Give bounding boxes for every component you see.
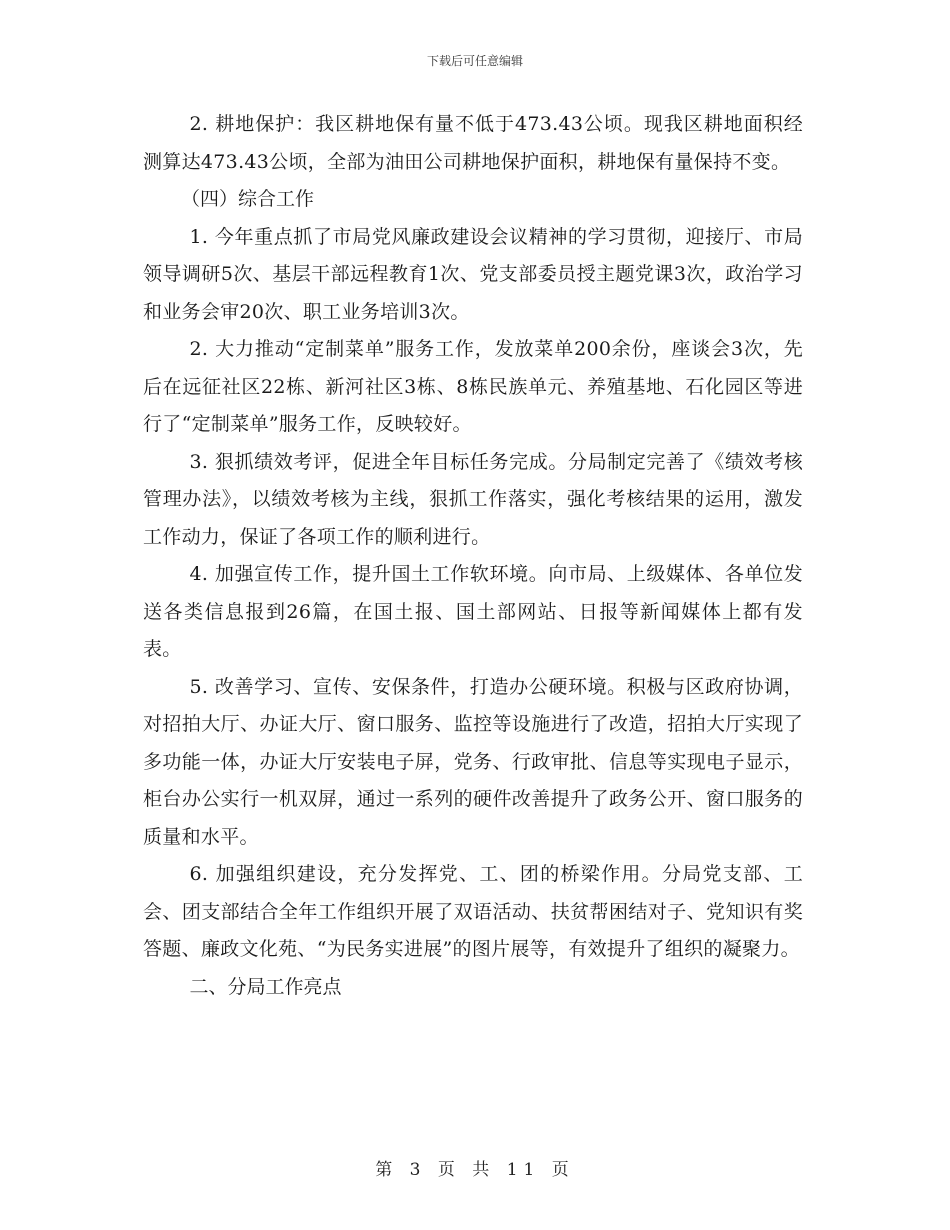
section-heading-highlights: 二、分局工作亮点 xyxy=(189,975,342,998)
page-number: 第 3 页 共 11 页 xyxy=(375,1160,575,1180)
paragraph-item-2: 2. 大力推动“定制菜单”服务工作，发放菜单200余份，座谈会3次，先后在远征社区22栋、新河社区3栋、8栋民族单元、养殖基地、石化园区等进行了“定制菜单”服务工作，反映较好。 xyxy=(143,338,803,435)
paragraph-item-6: 6. 加强组织建设，充分发挥党、工、团的桥梁作用。分局党支部、工会、团支部结合全年工作组织开展了双语活动、扶贫帮困结对子、党知识有奖答题、廉政文化苑、“为民务实进展”的图片展等，有效提升了组织的凝聚力。 xyxy=(143,863,803,960)
document-body xyxy=(143,106,803,1006)
paragraph-farmland-protection: 2. 耕地保护：我区耕地保有量不低于473.43公顷。现我区耕地面积经测算达473.43公顷，全部为油田公司耕地保护面积，耕地保有量保持不变。 xyxy=(143,113,803,173)
page-header: 下载后可任意编辑 xyxy=(426,54,523,68)
paragraph-item-3: 3. 狠抓绩效考评，促进全年目标任务完成。分局制定完善了《绩效考核管理办法》，以绩效考核为主线，狠抓工作落实，强化考核结果的运用，激发工作动力，保证了各项工作的顺利进行。 xyxy=(143,450,803,548)
paragraph-item-1: 1. 今年重点抓了市局党风廉政建设会议精神的学习贯彻，迎接厅、市局领导调研5次、基层干部远程教育1次、党支部委员授主题党课3次，政治学习和业务会审20次、职工业务培训3次。 xyxy=(143,225,803,323)
section-heading-comprehensive-work: （四）综合工作 xyxy=(181,188,315,210)
paragraph-item-4: 4. 加强宣传工作，提升国土工作软环境。向市局、上级媒体、各单位发送各类信息报到26篇，在国土报、国土部网站、日报等新闻媒体上都有发表。 xyxy=(143,563,803,660)
paragraph-item-5: 5. 改善学习、宣传、安保条件，打造办公硬环境。积极与区政府协调，对招拍大厅、办证大厅、窗口服务、监控等设施进行了改造，招拍大厅实现了多功能一体，办证大厅安装电子屏，党务、行政审批、信息等实现电子显示，柜台办公实行一机双屏，通过一系列的硬件改善提升了政务公开、窗口服务的质量和水平。 xyxy=(143,675,803,848)
